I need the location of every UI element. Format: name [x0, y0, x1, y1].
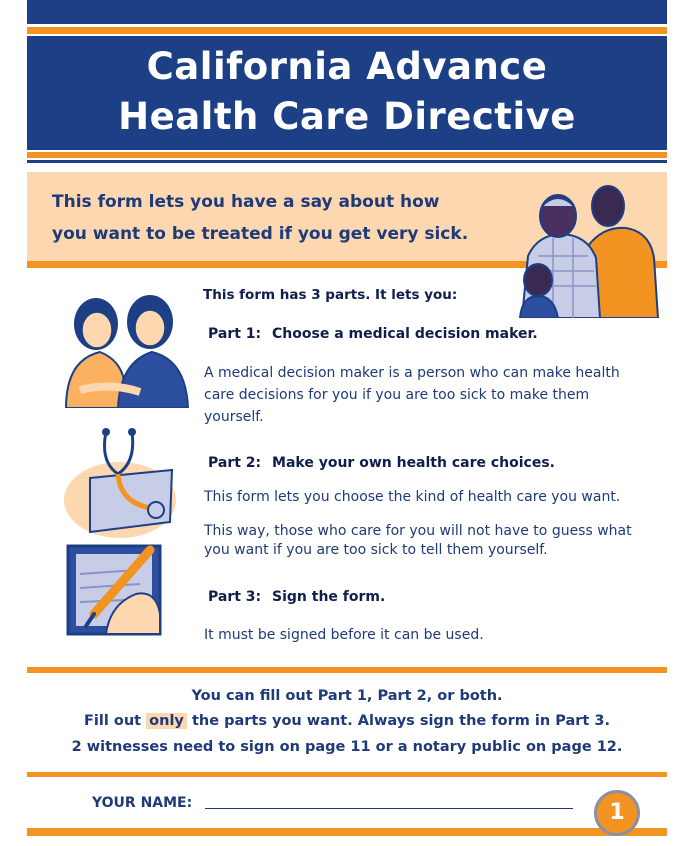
family-illustration	[508, 176, 660, 318]
bottom-line-3: 2 witnesses need to sign on page 11 or a notary public on page 12.	[71, 739, 623, 755]
part-3-heading	[204, 588, 385, 606]
part-1-paragraph: A medical decision maker is a person who can make health care decisions for you if you are too sick to make them yourself.	[204, 365, 620, 425]
part-2-tag: Part 2:	[204, 454, 265, 472]
orange-rule-footer	[27, 828, 667, 836]
signing-hand-illustration	[66, 544, 162, 636]
part-2-heading	[204, 454, 555, 472]
couple-illustration	[60, 290, 190, 408]
page-title-line-2: Health Care Directive	[118, 95, 576, 138]
bottom-line-1: You can fill out Part 1, Part 2, or both.	[191, 688, 503, 704]
lead-text: This form has 3 parts. It lets you:	[203, 287, 458, 303]
part-1-heading	[204, 325, 538, 343]
title-banner	[27, 36, 667, 150]
stethoscope-illustration	[60, 422, 180, 538]
part-3-title: Sign the form.	[272, 589, 386, 605]
intro-line-1: This form lets you have a say about how	[52, 192, 440, 212]
only-highlight: only	[146, 713, 187, 729]
intro-text	[52, 186, 502, 250]
your-name-label: YOUR NAME:	[92, 795, 193, 811]
bottom-line-2-start: Fill out	[84, 713, 142, 729]
navy-rule-header	[27, 160, 667, 163]
orange-rule-bottom-top	[27, 667, 667, 673]
part-1-tag: Part 1:	[204, 325, 265, 343]
intro-line-2: you want to be treated if you get very sick.	[52, 224, 469, 244]
bottom-line-2	[27, 713, 667, 729]
orange-rule-header-1	[27, 152, 667, 158]
part-2-paragraph-1: This form lets you choose the kind of health care you want.	[204, 489, 621, 505]
orange-rule-bottom-mid	[27, 772, 667, 777]
bottom-line-2-end: the parts you want. Always sign the form in Part 3.	[191, 713, 610, 729]
page-title-line-1: California Advance	[146, 45, 548, 88]
part-3-tag: Part 3:	[204, 588, 265, 606]
orange-rule-top	[27, 27, 667, 34]
your-name-field[interactable]	[205, 808, 573, 809]
part-3-paragraph: It must be signed before it can be used.	[204, 627, 484, 643]
part-1-title: Choose a medical decision maker.	[272, 326, 538, 342]
part-2-title: Make your own health care choices.	[272, 455, 555, 471]
page-number-badge: 1	[594, 790, 640, 836]
top-navy-strip	[27, 0, 667, 24]
part-2-paragraph-2: This way, those who care for you will not have to guess what you want if you are too sick to tell them yourself.	[204, 523, 632, 558]
